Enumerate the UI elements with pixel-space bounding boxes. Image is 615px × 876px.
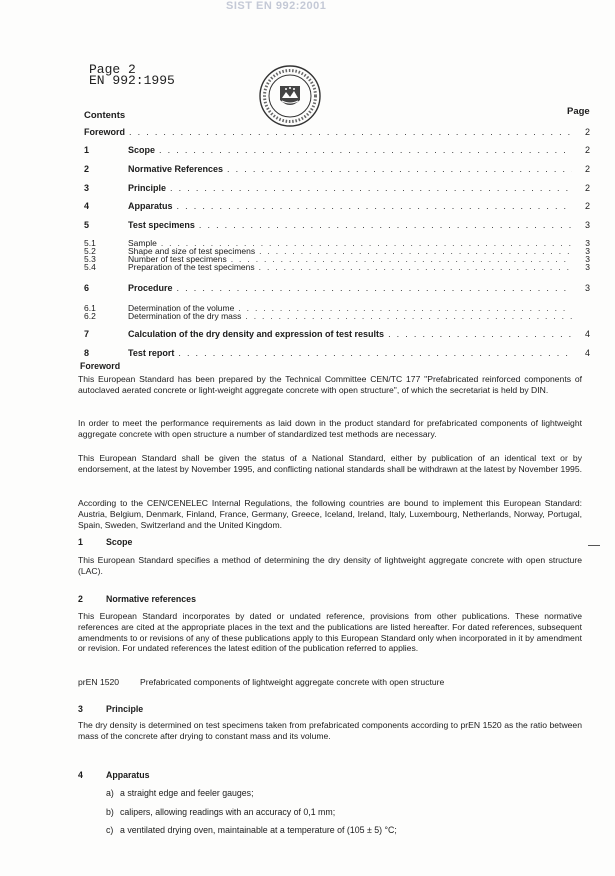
section-number: 4 [78, 770, 83, 780]
principle-heading [78, 704, 143, 714]
paragraph-text: The dry density is determined on test specimens taken from prefabricated components according to prEN 1520 as the ratio between mass of the concrete after drying to constant mass and its volume. [78, 720, 582, 741]
toc-leader [177, 201, 572, 211]
toc-page: 2 [584, 201, 590, 211]
toc-page: 3 [585, 262, 590, 272]
foreword-paragraph-4 [78, 498, 582, 530]
toc-title: Number of test specimens [128, 254, 227, 264]
toc-num: 5.3 [84, 254, 96, 264]
toc-leader [159, 145, 572, 155]
toc-num: 6 [84, 283, 90, 293]
scope-heading [78, 537, 132, 547]
apparatus-item-c [106, 825, 397, 835]
toc-title: Test specimens [128, 220, 195, 230]
toc-page-label: Page [567, 106, 590, 117]
toc-num: 5.1 [84, 238, 96, 248]
toc-num: 4 [84, 201, 90, 211]
section-number: 3 [78, 704, 83, 714]
seal-stamp-icon [258, 64, 322, 128]
watermark: SIST EN 992:2001 [226, 0, 327, 12]
toc-contents-label: Contents [84, 110, 126, 121]
toc-num: 5.2 [84, 246, 96, 256]
toc-row-foreword [84, 127, 590, 139]
paragraph-text: In order to meet the performance requirements as laid down in the product standard for prefabricated components of lightweight aggregate concrete with open structure a number of standardized test methods are necessary. [78, 418, 582, 439]
toc-row-principle [84, 183, 590, 195]
toc-leader [245, 311, 572, 321]
toc-title: Calculation of the dry density and expression of test results [128, 329, 385, 339]
section-title: Scope [106, 537, 133, 547]
paragraph-text: This European Standard shall be given the status of a National Standard, either by publication of an identical text or by endorsement, at the latest by November 1995, and conflicting national standards shall be withdrawn at the latest by November 1995. [78, 453, 582, 474]
toc-page: 4 [584, 348, 590, 358]
toc-num: 5 [84, 220, 90, 230]
standard-number: EN 992:1995 [89, 73, 175, 88]
toc-page: 3 [584, 220, 590, 230]
section-title: Principle [106, 704, 144, 714]
foreword-paragraph-3 [78, 453, 582, 475]
toc-title: Principle [128, 183, 167, 193]
toc-page: 2 [584, 145, 590, 155]
foreword-heading: Foreword [80, 361, 121, 371]
toc-num: 6.2 [84, 311, 96, 321]
apparatus-item-b [106, 807, 335, 817]
toc-row-calculation [84, 329, 590, 341]
toc-num: 2 [84, 164, 90, 174]
toc-num: 6.1 [84, 303, 96, 313]
toc-page: 2 [584, 183, 590, 193]
toc-title: Foreword [84, 127, 126, 137]
item-label: b) [106, 807, 114, 817]
margin-mark [588, 545, 600, 546]
principle-paragraph [78, 720, 582, 742]
toc-leader [388, 329, 572, 339]
toc-num: 3 [84, 183, 90, 193]
section-title: Normative references [106, 594, 196, 604]
toc-leader [259, 262, 572, 272]
toc-row-preparation [84, 262, 590, 272]
toc-page: 2 [584, 164, 590, 174]
toc-title: Test report [128, 348, 175, 358]
toc-num: 8 [84, 348, 90, 358]
toc-title: Scope [128, 145, 156, 155]
toc-row-normative-references [84, 164, 590, 176]
toc-title: Determination of the dry mass [128, 311, 242, 321]
toc-page: 3 [585, 238, 590, 248]
toc-row-test-report [84, 348, 590, 360]
item-label: a) [106, 788, 114, 798]
toc-row-procedure [84, 283, 590, 295]
toc-title: Sample [128, 238, 157, 248]
toc-title: Preparation of the test specimens [128, 262, 255, 272]
reference-title: Prefabricated components of lightweight aggregate concrete with open structure [140, 677, 445, 687]
toc-leader [199, 220, 572, 230]
toc-num: 5.4 [84, 262, 96, 272]
apparatus-item-a [106, 788, 254, 798]
toc-row-test-specimens [84, 220, 590, 232]
foreword-paragraph-2 [78, 418, 582, 440]
section-number: 1 [78, 537, 83, 547]
toc-row-dry-mass [84, 311, 590, 321]
foreword-paragraph-1 [78, 374, 582, 396]
toc-page: 3 [585, 254, 590, 264]
reference-code: prEN 1520 [78, 677, 120, 687]
toc-row-apparatus [84, 201, 590, 213]
toc-leader [129, 127, 572, 137]
toc-page: 4 [584, 329, 590, 339]
toc-leader [227, 164, 572, 174]
item-label: c) [106, 825, 114, 835]
toc-leader [177, 283, 572, 293]
page-number: Page 2 [89, 62, 136, 77]
toc-leader [178, 348, 572, 358]
scope-paragraph [78, 555, 582, 577]
toc-row-scope [84, 145, 590, 157]
toc-page: 3 [584, 283, 590, 293]
paragraph-text: According to the CEN/CENELEC Internal Regulations, the following countries are bound to implement this European Standard: Austria, Belgium, Denmark, Finland, France, Germany, Greece, Iceland, Ireland, Italy, Luxembourg, Netherlands, Norway, Portugal, Spain, Sweden, Switzerland and the United Kingdom. [78, 498, 582, 530]
toc-num: 1 [84, 145, 90, 155]
paragraph-text: This European Standard specifies a method of determining the dry density of lightweight aggregate concrete with open structure (LAC). [78, 555, 582, 576]
item-text: calipers, allowing readings with an accuracy of 0,1 mm; [120, 807, 336, 817]
paragraph-text: This European Standard has been prepared by the Technical Committee CEN/TC 177 "Prefabricated reinforced components of autoclaved aerated concrete or light-weight aggregate concrete with open structure", of which the secretariat is held by DIN. [78, 374, 582, 395]
toc-title: Apparatus [128, 201, 173, 211]
toc-page: 3 [585, 246, 590, 256]
toc-title: Normative References [128, 164, 224, 174]
normative-paragraph [78, 611, 582, 654]
toc-title: Determination of the volume [128, 303, 235, 313]
apparatus-heading [78, 770, 150, 780]
toc-page: 2 [584, 127, 590, 137]
normative-heading [78, 594, 196, 604]
toc-leader [170, 183, 572, 193]
paragraph-text: This European Standard incorporates by dated or undated reference, provisions from other publications. These normative references are cited at the appropriate places in the text and the publications are listed hereafter. For dated references, subsequent amendments to or revisions of any of these publications apply to this European Standard only when incorporated in it by amendment or revision. For undated references the latest edition of the publication referred to applies. [78, 611, 582, 654]
item-text: a straight edge and feeler gauges; [120, 788, 254, 798]
toc-num: 7 [84, 329, 90, 339]
normative-reference [78, 677, 582, 688]
toc-title: Procedure [128, 283, 173, 293]
section-title: Apparatus [106, 770, 150, 780]
toc-title: Shape and size of test specimens [128, 246, 256, 256]
item-text: a ventilated drying oven, maintainable at a temperature of (105 ± 5) °C; [120, 825, 397, 835]
section-number: 2 [78, 594, 83, 604]
